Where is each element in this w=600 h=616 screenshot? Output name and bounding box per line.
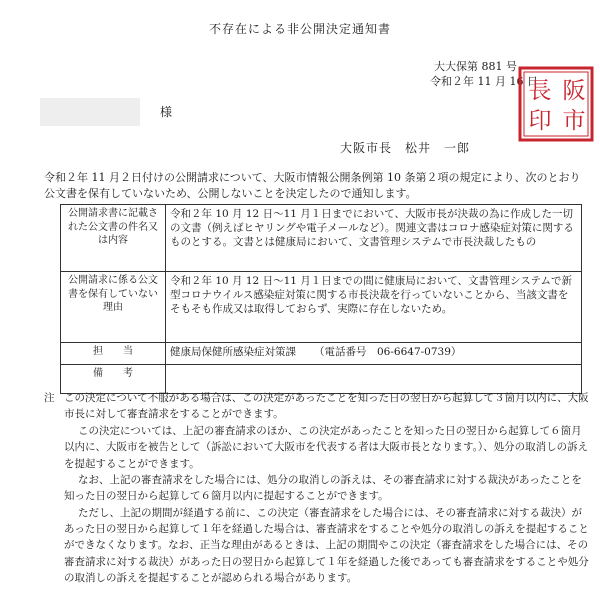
svg-text:印: 印: [528, 108, 552, 134]
intro-paragraph: 令和２年 11 月２日付けの公開請求について、大阪市情報公開条例第 10 条第２項の規定により、次のとおり公文書を保有していないため、公開しないことを決定したので通知します。: [44, 171, 581, 200]
row-value-reason: 令和２年 10 月 12 日～11 月１日までの間に健康局において、文書管理システムで新型コロナウイルス感染症対策に関する市長決裁を行っていないことから、当該文書をそもそも作成又は取得しておらず、実際に存在しないため。: [166, 272, 582, 343]
row-label-contact: 担 当: [61, 343, 166, 365]
contact-department: 健康局保健所感染症対策課: [170, 346, 296, 358]
note-item: [44, 390, 590, 423]
issuer-name: 大阪市長 松井 一郎: [340, 141, 471, 155]
table-row: [61, 272, 582, 343]
svg-text:長: 長: [528, 78, 552, 104]
contact-phone: （電話番号 06-6647-0739）: [314, 346, 462, 358]
document-title: 不存在による非公開決定通知書: [208, 22, 391, 36]
svg-text:阪: 阪: [562, 78, 586, 104]
note-paragraph-4: ただし、上記の期間が経過する前に、この決定（審査請求をした場合には、その審査請求に対する裁決）があった日の翌日から起算して１年を経過した場合は、審査請求をすることや処分の取消しの訴えを提起することができなくなります。なお、正当な理由があるときは、上記の期間やこの決定（審査請求をした場合には、その審査請求に対する裁決）があった日の翌日から起算して１年を経過した後であっても審査請求をすることや処分の取消しの訴えを提起することが認められる場合があります。: [64, 506, 589, 585]
svg-text:市: 市: [562, 108, 586, 134]
notes-section: [44, 390, 590, 587]
addressee-suffix: 様: [160, 105, 173, 119]
document-date: 令和２年 11 月 16 日: [430, 75, 538, 88]
redacted-addressee: [40, 98, 140, 126]
row-label-reason: 公開請求に係る公文書を保有していない理由: [61, 272, 166, 343]
decision-table: [60, 204, 582, 394]
row-label-remarks: 備 考: [61, 365, 166, 394]
note-paragraph-1: この決定について不服がある場合は、この決定があったことを知った日の翌日から起算して３箇月以内に、大阪市長に対して審査請求をすることができます。: [64, 392, 589, 421]
note-paragraph-3: なお、上記の審査請求をした場合には、処分の取消しの訴えは、その審査請求に対する裁決があったことを知った日の翌日から起算して６箇月以内に提起することができます。: [64, 473, 582, 503]
row-value-requested-document: 令和２年 10 月 12 日～11 月１日までにおいて、大阪市長が決裁の為に作成した一切の文書（例えばヒヤリングや電子メールなど）。関連文書はコロナ感染症対策に関するものとする。文書とは健康局において、文書管理システムで市長決裁したもの: [166, 205, 582, 272]
row-label-requested-document: 公開請求書に記載された公文書の件名又は内容: [61, 205, 166, 272]
table-row: [61, 343, 582, 365]
document-number: 大大保第 881 号: [434, 60, 517, 73]
note-mark: 注: [44, 392, 55, 404]
table-row: [61, 205, 582, 272]
row-value-contact: [166, 343, 582, 365]
note-paragraph-2: この決定については、上記の審査請求のほか、この決定があったことを知った日の翌日から起算して６箇月以内に、大阪市を被告として（訴訟において大阪市を代表する者は大阪市長となります。）、処分の取消しの訴えを提起することができます。: [64, 424, 589, 470]
official-seal-icon: [516, 64, 596, 144]
